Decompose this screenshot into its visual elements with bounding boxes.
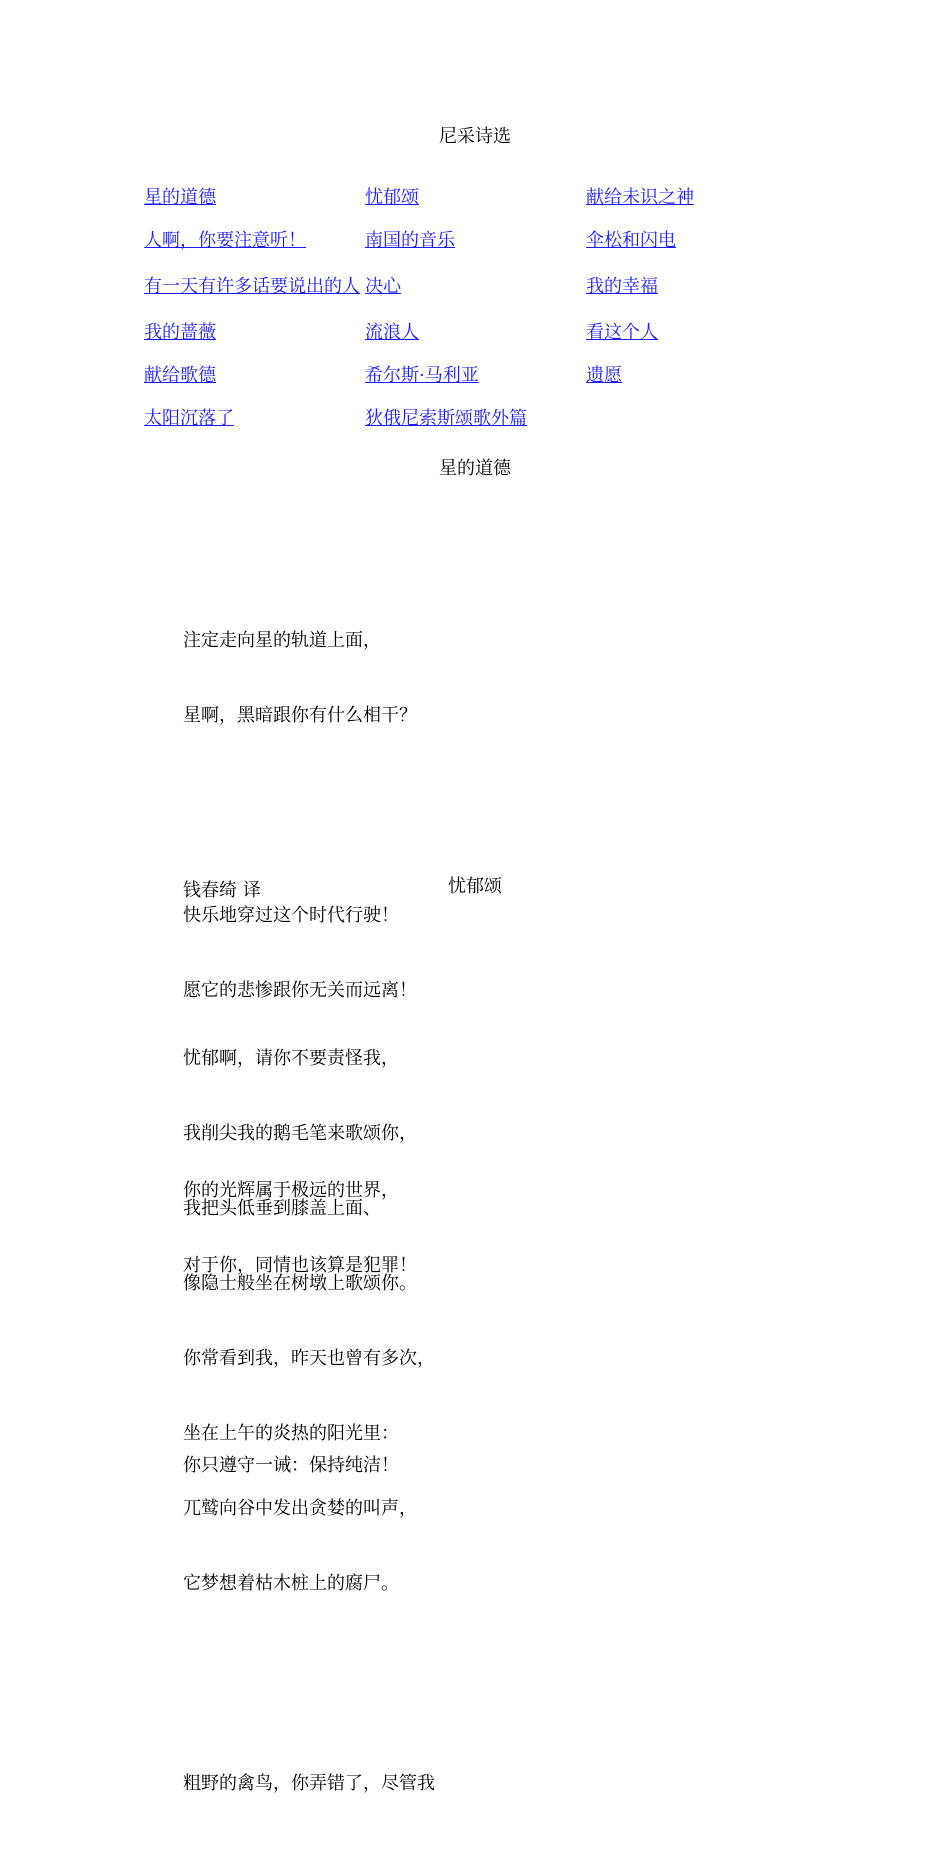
poem-line: 愿它的悲惨跟你无关而远离！ xyxy=(183,980,417,1001)
toc-link[interactable]: 我的幸福 xyxy=(586,276,658,297)
poem-line: 注定走向星的轨道上面， xyxy=(183,630,381,651)
poem-line: 你常看到我，昨天也曾有多次， xyxy=(183,1348,435,1369)
poem-line: 我削尖我的鹅毛笔来歌颂你， xyxy=(183,1123,417,1144)
poem-line: 对于你，同情也该算是犯罪！ xyxy=(183,1255,417,1276)
poem-line: 星啊，黑暗跟你有什么相干？ xyxy=(183,705,417,726)
toc-link[interactable]: 人啊，你要注意听！ xyxy=(144,230,306,251)
toc-link[interactable]: 遗愿 xyxy=(586,365,622,386)
toc-link[interactable]: 决心 xyxy=(365,276,401,297)
toc-link[interactable]: 忧郁颂 xyxy=(365,187,419,208)
stanza xyxy=(183,578,417,778)
table-of-contents xyxy=(144,176,786,440)
translator-line: 钱春绮 译 xyxy=(183,880,261,901)
poem-title: 星的道德 xyxy=(439,458,511,479)
poem-line: 快乐地穿过这个时代行驶！ xyxy=(183,905,399,926)
toc-link[interactable]: 看这个人 xyxy=(586,322,658,343)
toc-link[interactable]: 狄俄尼索斯颂歌外篇 xyxy=(365,408,527,429)
toc-link[interactable]: 希尔斯·马利亚 xyxy=(365,365,479,386)
toc-link[interactable]: 有一天有许多话要说出的人 xyxy=(144,276,360,297)
poem-line: 坐在上午的炎热的阳光里： xyxy=(183,1423,399,1444)
poem-title: 忧郁颂 xyxy=(448,876,502,897)
toc-link[interactable]: 太阳沉落了 xyxy=(144,408,234,429)
poem-line: 你只遵守一诫：保持纯洁！ xyxy=(183,1455,399,1476)
toc-link[interactable]: 我的蔷薇 xyxy=(144,322,216,343)
poem-line: 像隐士般坐在树墩上歌颂你。 xyxy=(183,1273,417,1294)
stanza xyxy=(183,1721,435,1846)
stanza xyxy=(183,996,435,1646)
empty-cell xyxy=(586,397,786,440)
poem-line: 你的光辉属于极远的世界， xyxy=(183,1180,399,1201)
toc-link[interactable]: 流浪人 xyxy=(365,322,419,343)
poem-line: 忧郁啊，请你不要责怪我， xyxy=(183,1048,399,1069)
poem-line: 它梦想着枯木桩上的腐尸。 xyxy=(183,1573,399,1594)
poem-line: 我把头低垂到膝盖上面、 xyxy=(183,1198,381,1219)
toc-link[interactable]: 南国的音乐 xyxy=(365,230,455,251)
poem-body xyxy=(183,946,435,1871)
poem-line: 粗野的禽鸟，你弄错了，尽管我 xyxy=(183,1773,435,1794)
toc-link[interactable]: 献给未识之神 xyxy=(586,187,694,208)
toc-link[interactable]: 星的道德 xyxy=(144,187,216,208)
toc-link[interactable]: 献给歌德 xyxy=(144,365,216,386)
page-title: 尼采诗选 xyxy=(439,126,511,147)
poem-line: 兀鹫向谷中发出贪婪的叫声， xyxy=(183,1498,417,1519)
toc-link[interactable]: 伞松和闪电 xyxy=(586,230,676,251)
